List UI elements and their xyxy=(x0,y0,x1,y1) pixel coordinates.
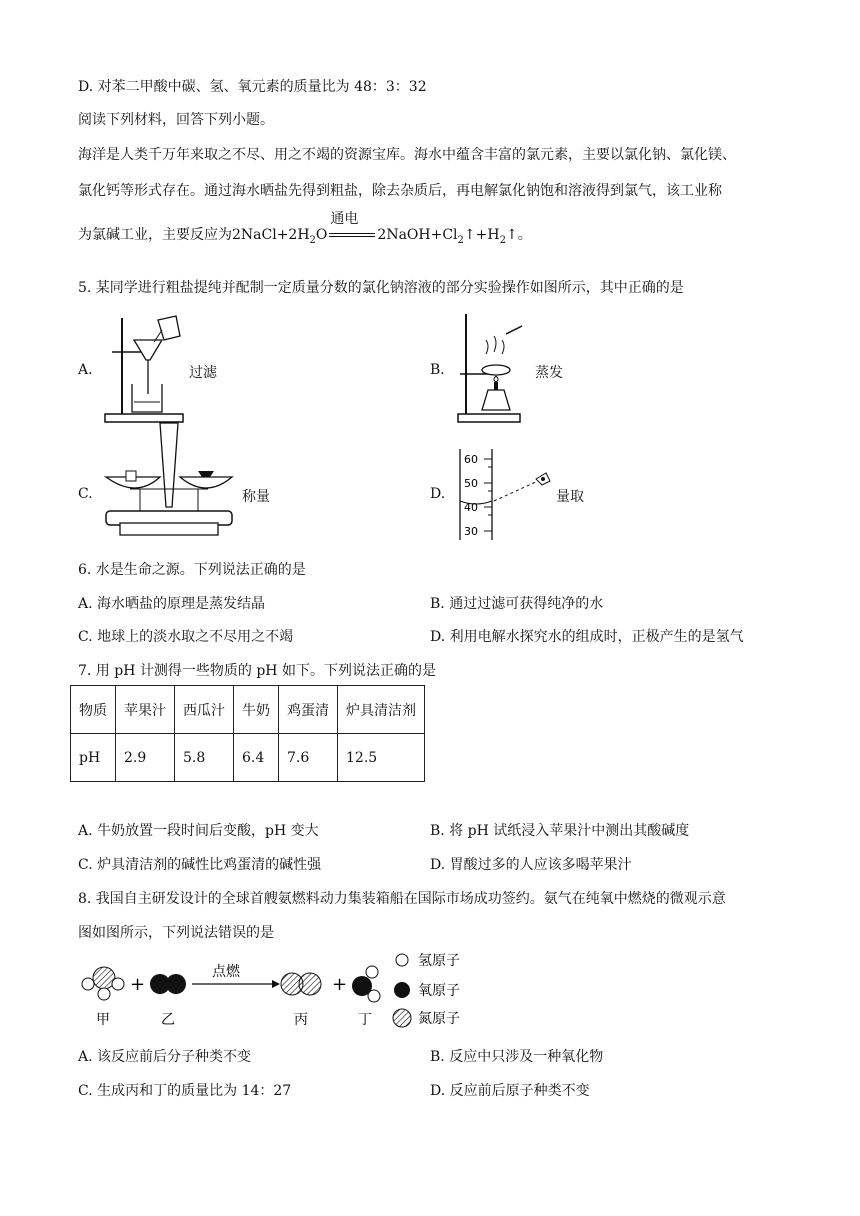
equation-end: 。 xyxy=(517,227,532,243)
table-cell: 7.6 xyxy=(279,734,338,782)
table-cell: 2.9 xyxy=(116,734,175,782)
ph-table-value-row xyxy=(71,734,425,782)
q7-option-d: D. 胃酸过多的人应该多喝苹果汁 xyxy=(430,857,632,873)
legend-nitrogen: 氮原子 xyxy=(418,1011,460,1027)
cylinder-tick-60: 60 xyxy=(464,453,478,466)
reaction-micro-diagram xyxy=(76,948,476,1030)
ph-table xyxy=(70,685,425,782)
balance-weighing-figure xyxy=(100,415,238,540)
equation-right-2: +H xyxy=(475,227,500,243)
q5-option-c-label: 称量 xyxy=(242,489,270,505)
q5-option-a-label: 过滤 xyxy=(189,365,217,381)
plus-sign: + xyxy=(130,974,146,995)
equation-right-1: 2NaOH+Cl xyxy=(377,227,458,243)
q8-option-b: B. 反应中只涉及一种氧化物 xyxy=(430,1049,604,1065)
graduated-cylinder-figure xyxy=(450,447,560,542)
filtration-apparatus-figure xyxy=(100,312,185,424)
equation-left-end: O xyxy=(315,227,328,243)
table-cell: pH xyxy=(71,734,116,782)
q7-option-c: C. 炉具清洁剂的碱性比鸡蛋清的碱性强 xyxy=(78,857,322,873)
evaporation-apparatus-figure xyxy=(452,312,532,424)
table-header-cell: 炉具清洁剂 xyxy=(338,686,425,734)
material-line-1: 海洋是人类千万年来取之不尽、用之不竭的资源宝库。海水中蕴含丰富的氯元素，主要以氯化钠、氯化镁、 xyxy=(78,147,736,163)
equation-right-1-sub: 2 xyxy=(457,234,464,246)
equation-condition: 通电 xyxy=(330,211,359,227)
q5-option-d-label: 量取 xyxy=(556,489,584,505)
q8-option-a: A. 该反应前后分子种类不变 xyxy=(78,1049,252,1065)
q5-option-a-letter: A. xyxy=(78,362,93,378)
q5-option-c-letter: C. xyxy=(78,486,93,502)
table-header-cell: 苹果汁 xyxy=(116,686,175,734)
q5-option-b-label: 蒸发 xyxy=(535,365,563,381)
equation-left-sub: 2 xyxy=(309,234,316,246)
q8-option-c: C. 生成丙和丁的质量比为 14：27 xyxy=(78,1083,292,1099)
table-cell: 6.4 xyxy=(234,734,279,782)
q6-option-a: A. 海水晒盐的原理是蒸发结晶 xyxy=(78,596,266,612)
q8-stem-line-1: 8. 我国自主研发设计的全球首艘氨燃料动力集装箱船在国际市场成功签约。氨气在纯氧中燃烧的微观示意 xyxy=(78,891,726,907)
equation-right-2-sub: 2 xyxy=(499,234,506,246)
q8-stem-line-2: 图如图所示，下列说法错误的是 xyxy=(78,925,274,941)
q6-option-b: B. 通过过滤可获得纯净的水 xyxy=(430,596,604,612)
legend-hydrogen: 氢原子 xyxy=(418,953,460,969)
material-line-2: 氯化钙等形式存在。通过海水晒盐先得到粗盐，除去杂质后，再电解氯化钠饱和溶液得到氯气，该工业称 xyxy=(78,183,722,199)
q8-option-d: D. 反应前后原子种类不变 xyxy=(430,1083,590,1099)
equation-arrow-1: ↑ xyxy=(463,227,476,243)
q6-stem: 6. 水是生命之源。下列说法正确的是 xyxy=(78,562,306,578)
q6-option-d: D. 利用电解水探究水的组成时，正极产生的是氢气 xyxy=(430,629,744,645)
cylinder-tick-50: 50 xyxy=(464,477,478,490)
q4-option-d: D. 对苯二甲酸中碳、氢、氧元素的质量比为 48：3：32 xyxy=(78,79,427,95)
material-line-3 xyxy=(78,211,532,246)
ph-table-header-row xyxy=(71,686,425,734)
q7-option-a: A. 牛奶放置一段时间后变酸，pH 变大 xyxy=(78,823,319,839)
q6-option-c: C. 地球上的淡水取之不尽用之不竭 xyxy=(78,629,294,645)
diagram-label-jia: 甲 xyxy=(96,1012,110,1028)
equation-left: 2NaCl+2H xyxy=(232,227,310,243)
q5-option-d-letter: D. xyxy=(430,486,446,502)
material-line-3-prefix: 为氯碱工业，主要反应为 xyxy=(78,227,232,243)
cylinder-tick-30: 30 xyxy=(464,525,478,538)
table-cell: 5.8 xyxy=(175,734,234,782)
q7-stem: 7. 用 pH 计测得一些物质的 pH 如下。下列说法正确的是 xyxy=(78,663,436,679)
q5-stem: 5. 某同学进行粗盐提纯并配制一定质量分数的氯化钠溶液的部分实验操作如图所示，其中正确的是 xyxy=(78,280,684,296)
q7-option-b: B. 将 pH 试纸浸入苹果汁中测出其酸碱度 xyxy=(430,823,690,839)
q5-option-b-letter: B. xyxy=(430,362,445,378)
cylinder-tick-40: 40 xyxy=(464,501,478,514)
equation-arrow-2: ↑ xyxy=(505,227,518,243)
table-header-cell: 西瓜汁 xyxy=(175,686,234,734)
table-header-cell: 鸡蛋清 xyxy=(279,686,338,734)
table-cell: 12.5 xyxy=(338,734,425,782)
table-header-cell: 物质 xyxy=(71,686,116,734)
diagram-label-bing: 丙 xyxy=(294,1012,308,1028)
diagram-label-yi: 乙 xyxy=(161,1012,175,1028)
reading-intro: 阅读下列材料，回答下列小题。 xyxy=(78,112,274,128)
equation-condition-arrow xyxy=(327,211,377,242)
reaction-condition: 点燃 xyxy=(212,964,240,980)
plus-sign: + xyxy=(332,974,348,995)
table-header-cell: 牛奶 xyxy=(234,686,279,734)
legend-oxygen: 氧原子 xyxy=(418,983,460,999)
diagram-label-ding: 丁 xyxy=(358,1012,372,1028)
